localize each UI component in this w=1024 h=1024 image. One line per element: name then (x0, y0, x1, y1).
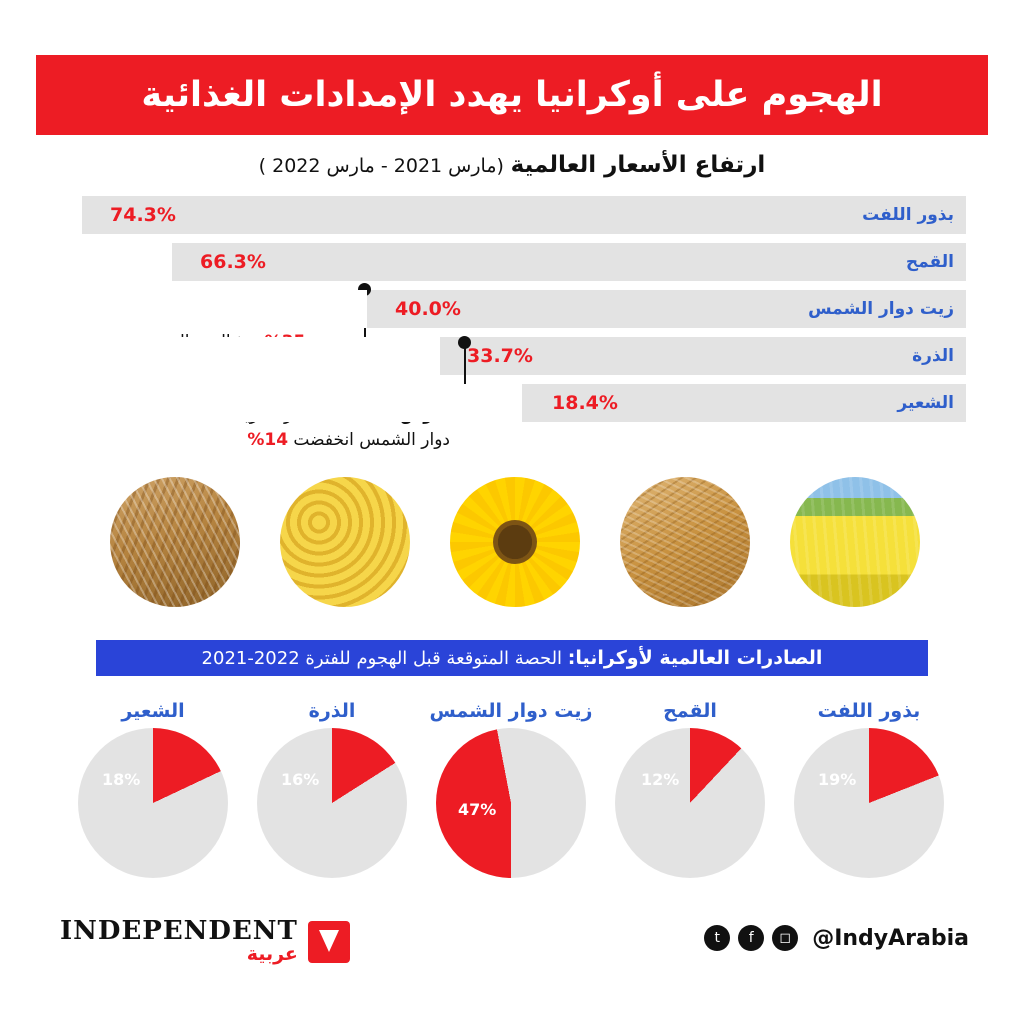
logo-text (60, 918, 298, 965)
bar-row-wheat (82, 243, 966, 281)
pie-rapeseed (794, 728, 944, 878)
exports-banner-rest: الحصة المتوقعة قبل الهجوم للفترة 2022-2021 (201, 648, 568, 669)
bar-value-barley: 18.4% (552, 392, 618, 414)
pie-value-corn: 16% (281, 770, 320, 789)
headline-banner (36, 55, 988, 135)
bar-gap (82, 337, 440, 375)
pie-value-wheat: 12% (641, 770, 680, 789)
prices-subtitle-strong: ارتفاع الأسعار العالمية (510, 152, 766, 178)
pie-value-rapeseed: 19% (818, 770, 857, 789)
logo-sub-text: عربية (246, 943, 298, 966)
pie-wrap-wheat (615, 728, 765, 878)
pie-wrap-barley (78, 728, 228, 878)
bar-label-sunflower-oil: زيت دوار الشمس (808, 299, 954, 319)
bar-value-wheat: 66.3% (200, 251, 266, 273)
exports-banner-strong: الصادرات العالمية لأوكرانيا: (567, 647, 823, 669)
bar-value-corn: 33.7% (467, 345, 533, 367)
bar-gap (82, 384, 522, 422)
pie-value-barley: 18% (102, 770, 141, 789)
bar-gap (82, 243, 172, 281)
bar-label-barley: الشعير (897, 393, 954, 413)
pie-title-rapeseed: بذور اللفت (817, 700, 921, 722)
bar-gap (82, 290, 367, 328)
pie-title-corn: الذرة (308, 700, 356, 722)
pie-cell-wheat (601, 700, 779, 878)
logo-main-text: INDEPENDENT (60, 916, 298, 946)
corn-photo (280, 477, 410, 607)
pie-wrap-corn (257, 728, 407, 878)
page-title: الهجوم على أوكرانيا يهدد الإمدادات الغذائية (141, 75, 883, 115)
rapeseed-photo (790, 477, 920, 607)
bar-label-wheat: القمح (905, 252, 954, 272)
bar-value-rapeseed: 74.3% (110, 204, 176, 226)
exports-pie-charts (64, 700, 960, 900)
pie-title-sunflower-oil: زيت دوار الشمس (429, 700, 593, 722)
pie-cell-barley (64, 700, 242, 878)
bar-track (82, 196, 966, 234)
twitter-icon[interactable]: t (704, 925, 730, 951)
exports-banner-text (202, 647, 823, 669)
wheat-photo (620, 477, 750, 607)
instagram-icon[interactable]: ◻ (772, 925, 798, 951)
price-bar-chart (82, 196, 966, 431)
bar-row-sunflower-oil (82, 290, 966, 328)
pie-title-wheat: القمح (663, 700, 717, 722)
pie-barley (78, 728, 228, 878)
social-handle-text: @IndyArabia (812, 925, 969, 951)
facebook-icon[interactable]: f (738, 925, 764, 951)
independent-bird-icon (308, 921, 350, 963)
bar-label-rapeseed: بذور اللفت (862, 205, 954, 225)
pie-wrap-sunflower-oil (436, 728, 586, 878)
bar-row-rapeseed (82, 196, 966, 234)
brand-logo (60, 918, 350, 965)
sunflower-note-line2-pre: دوار الشمس انخفضت (288, 429, 450, 450)
prices-subtitle-range: (مارس 2021 - مارس 2022 ) (258, 155, 504, 177)
prices-section-subtitle (36, 152, 988, 178)
pie-cell-rapeseed (780, 700, 958, 878)
pie-wheat (615, 728, 765, 878)
pie-wrap-rapeseed (794, 728, 944, 878)
pie-cell-sunflower-oil (422, 700, 600, 878)
sunflower-photo (450, 477, 580, 607)
sunflower-note-percent: 14% (247, 429, 289, 450)
bar-value-sunflower-oil: 40.0% (395, 298, 461, 320)
pie-title-barley: الشعير (121, 700, 185, 722)
pie-corn (257, 728, 407, 878)
bar-row-corn (82, 337, 966, 375)
pie-cell-corn (243, 700, 421, 878)
bar-row-barley (82, 384, 966, 422)
bar-label-corn: الذرة (912, 346, 954, 366)
social-handles (704, 925, 969, 951)
barley-photo (110, 477, 240, 607)
crop-photo-strip (110, 477, 920, 607)
exports-section-banner (96, 640, 928, 676)
pie-value-sunflower-oil: 47% (458, 800, 497, 819)
